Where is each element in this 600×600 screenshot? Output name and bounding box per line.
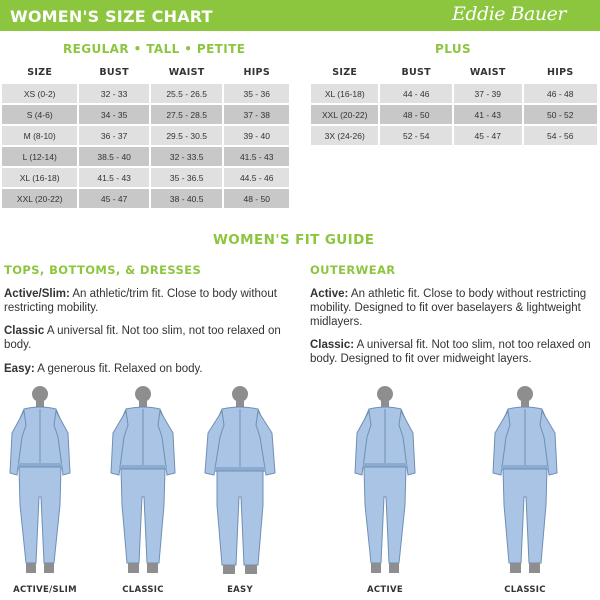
table-cell: XXL (20-22) — [2, 189, 77, 208]
table-cell: XL (16-18) — [2, 168, 77, 187]
table-cell: 44.5 - 46 — [224, 168, 289, 187]
table-cell: 32 - 33 — [79, 84, 149, 103]
table-cell: 34 - 35 — [79, 105, 149, 124]
column-header: HIPS — [224, 63, 289, 82]
page-title: WOMEN'S SIZE CHART — [10, 7, 213, 26]
table-row — [2, 189, 289, 208]
table-cell: M (8-10) — [2, 126, 77, 145]
fit-text: An athletic/trim fit. Close to body without restricting mobility. — [4, 288, 277, 314]
fit-text: A universal fit. Not too slim, not too relaxed on body. — [4, 325, 281, 351]
outer-classic-figure — [485, 385, 565, 580]
figure-label-easy: EASY — [227, 585, 253, 595]
table-cell: 50 - 52 — [524, 105, 597, 124]
table-row — [2, 105, 289, 124]
table-row — [2, 126, 289, 145]
classic-figure — [103, 385, 183, 580]
column-header: BUST — [79, 63, 149, 82]
easy-figure — [200, 385, 280, 580]
table-row — [311, 126, 597, 145]
fit-text: An athletic fit. Close to body without restricting mobility. Designed to fit over baselayers & lightweight midlayers. — [310, 288, 587, 328]
regular-size-table — [0, 61, 291, 210]
table-cell: 37 - 38 — [224, 105, 289, 124]
fit-desc-outer-classic — [310, 338, 595, 366]
table-cell: XXL (20-22) — [311, 105, 378, 124]
table-cell: 41 - 43 — [454, 105, 522, 124]
table-cell: 48 - 50 — [380, 105, 451, 124]
figure-label-outer-active: ACTIVE — [367, 585, 403, 595]
table-cell: 44 - 46 — [380, 84, 451, 103]
column-header: HIPS — [524, 63, 597, 82]
table-cell: 41.5 - 43 — [79, 168, 149, 187]
active-slim-figure — [0, 385, 80, 580]
table-cell: 27.5 - 28.5 — [151, 105, 223, 124]
fit-term: Classic — [4, 325, 45, 337]
fit-desc-classic — [4, 324, 294, 352]
table-row — [311, 84, 597, 103]
fit-term: Classic: — [310, 339, 355, 351]
table-row — [2, 168, 289, 187]
table-cell: 45 - 47 — [454, 126, 522, 145]
table-cell: 35 - 36 — [224, 84, 289, 103]
column-header: WAIST — [151, 63, 223, 82]
table-cell: 38.5 - 40 — [79, 147, 149, 166]
table-cell: 3X (24-26) — [311, 126, 378, 145]
table-cell: L (12-14) — [2, 147, 77, 166]
plus-table-title: PLUS — [435, 42, 472, 56]
tops-heading: TOPS, BOTTOMS, & DRESSES — [4, 263, 202, 277]
figure-label-outer-classic: CLASSIC — [504, 585, 546, 595]
table-cell: 38 - 40.5 — [151, 189, 223, 208]
fit-desc-easy — [4, 362, 294, 376]
brand-logo: Eddie Bauer — [452, 3, 566, 25]
figure-label-classic: CLASSIC — [122, 585, 164, 595]
fit-desc-outer-active — [310, 287, 595, 329]
table-cell: 46 - 48 — [524, 84, 597, 103]
table-cell: 48 - 50 — [224, 189, 289, 208]
column-header: SIZE — [2, 63, 77, 82]
fit-desc-active-slim — [4, 287, 294, 315]
table-cell: 39 - 40 — [224, 126, 289, 145]
table-cell: 25.5 - 26.5 — [151, 84, 223, 103]
table-cell: XL (16-18) — [311, 84, 378, 103]
table-cell: 29.5 - 30.5 — [151, 126, 223, 145]
fit-text: A universal fit. Not too slim, not too relaxed on body. Designed to fit over midweight layers. — [310, 339, 591, 365]
table-cell: 37 - 39 — [454, 84, 522, 103]
figure-label-active-slim: ACTIVE/SLIM — [13, 585, 77, 595]
column-header: SIZE — [311, 63, 378, 82]
table-cell: S (4-6) — [2, 105, 77, 124]
table-cell: 32 - 33.5 — [151, 147, 223, 166]
fit-term: Active: — [310, 288, 349, 300]
outerwear-heading: OUTERWEAR — [310, 263, 396, 277]
outer-active-figure — [345, 385, 425, 580]
plus-size-table — [309, 61, 599, 147]
header-bar — [0, 0, 600, 31]
column-header: BUST — [380, 63, 451, 82]
fit-text: A generous fit. Relaxed on body. — [34, 363, 203, 375]
regular-table-title: REGULAR • TALL • PETITE — [63, 42, 246, 56]
fit-term: Active/Slim: — [4, 288, 70, 300]
table-cell: 52 - 54 — [380, 126, 451, 145]
table-row — [2, 147, 289, 166]
table-row — [311, 105, 597, 124]
table-cell: 36 - 37 — [79, 126, 149, 145]
table-cell: 35 - 36.5 — [151, 168, 223, 187]
fit-guide-title: WOMEN'S FIT GUIDE — [213, 232, 375, 248]
table-row — [2, 84, 289, 103]
column-header: WAIST — [454, 63, 522, 82]
fit-term: Easy: — [4, 363, 35, 375]
table-cell: 54 - 56 — [524, 126, 597, 145]
table-cell: 41.5 - 43 — [224, 147, 289, 166]
table-cell: XS (0-2) — [2, 84, 77, 103]
table-cell: 45 - 47 — [79, 189, 149, 208]
